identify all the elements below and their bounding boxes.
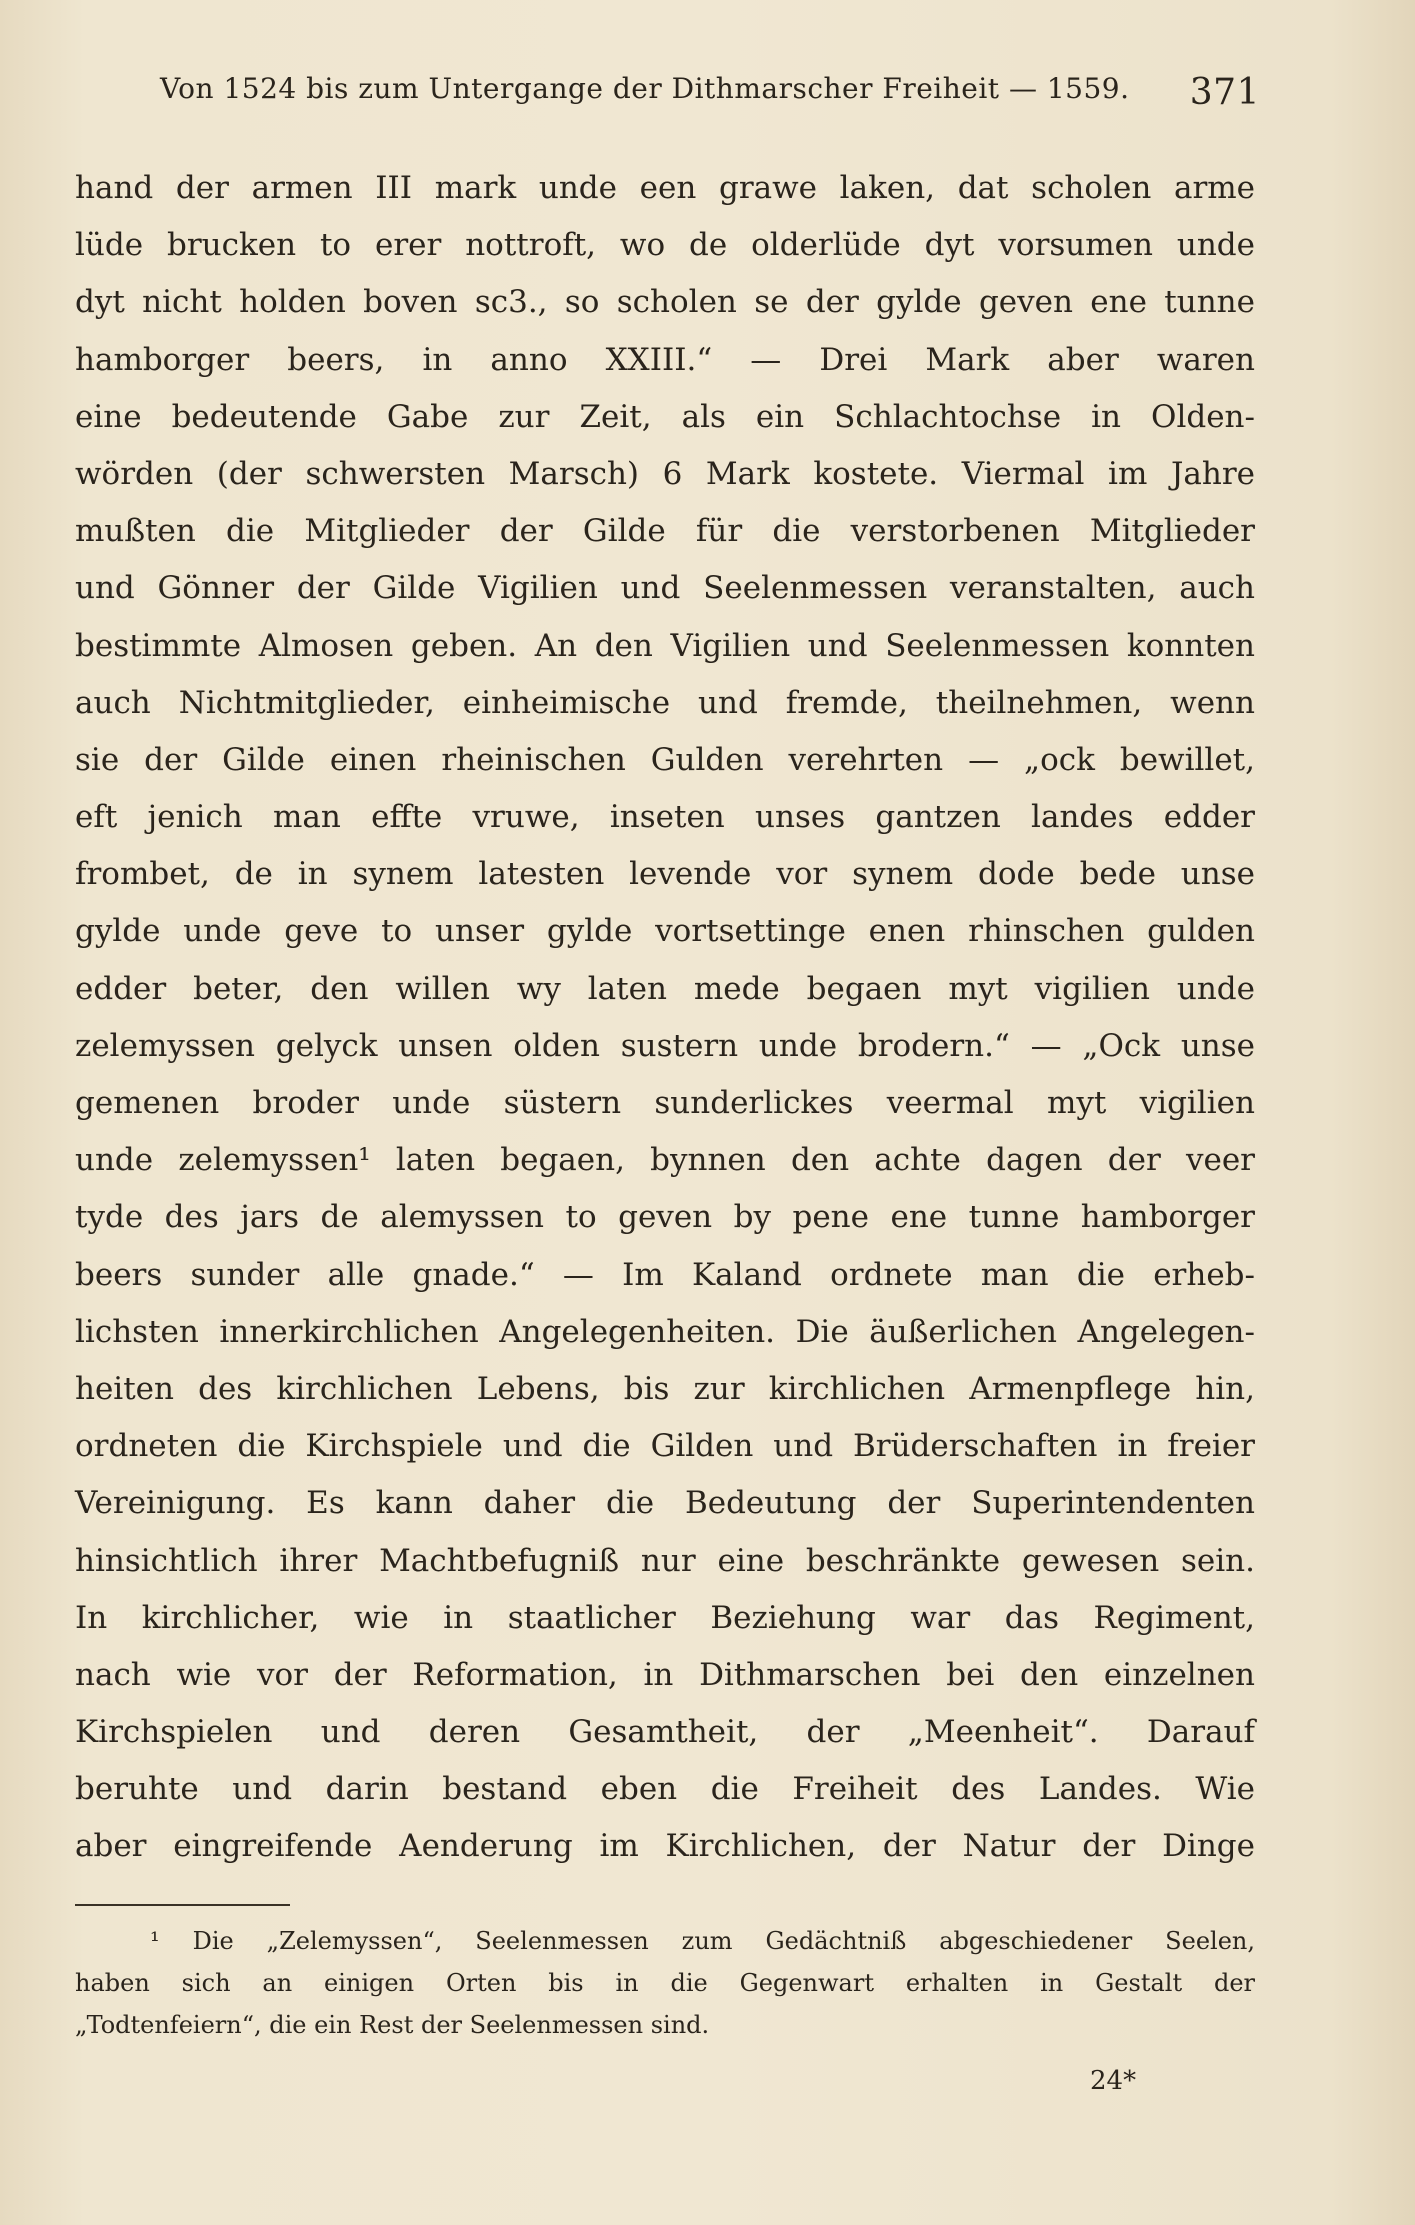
text-line: In kirchlicher, wie in staatlicher Beziehung war das Regiment, <box>75 1599 1255 1636</box>
text-line: aber eingreifende Aenderung im Kirchlichen, der Natur der Dinge <box>75 1828 1255 1865</box>
text-line: gylde unde geve to unser gylde vortsettinge enen rhinschen gulden <box>75 913 1255 950</box>
text-line: hand der armen III mark unde een grawe laken, dat scholen arme <box>75 170 1255 206</box>
footnote-line: haben sich an einigen Orten bis in die Gegenwart erhalten in Gestalt der <box>75 1969 1255 1997</box>
text-line: Kirchspielen und deren Gesamtheit, der „Meenheit“. Darauf <box>75 1714 1255 1751</box>
main-text-block <box>75 160 1255 1876</box>
text-line: beruhte und darin bestand eben die Freiheit des Landes. Wie <box>75 1771 1255 1808</box>
text-line: edder beter, den willen wy laten mede begaen myt vigilien unde <box>75 970 1255 1007</box>
text-line: nach wie vor der Reformation, in Dithmarschen bei den einzelnen <box>75 1656 1255 1693</box>
text-line: lichsten innerkirchlichen Angelegenheiten. Die äußerlichen Angelegen- <box>75 1313 1255 1350</box>
footnote-line: „Todtenfeiern“, die ein Rest der Seelenmessen sind. <box>75 2011 710 2039</box>
text-line: unde zelemyssen¹ laten begaen, bynnen den achte dagen der veer <box>75 1142 1255 1179</box>
text-line: gemenen broder unde süstern sunderlickes veermal myt vigilien <box>75 1085 1255 1121</box>
text-line: eine bedeutende Gabe zur Zeit, als ein Schlachtochse in Olden- <box>75 398 1255 435</box>
text-line: hinsichtlich ihrer Machtbefugniß nur eine beschränkte gewesen sein. <box>75 1542 1255 1579</box>
running-title: Von 1524 bis zum Untergange der Dithmarscher Freiheit — 1559. <box>160 72 1130 105</box>
running-header <box>160 72 1260 113</box>
text-line: Vereinigung. Es kann daher die Bedeutung der Superintendenten <box>75 1485 1255 1522</box>
text-line: ordneten die Kirchspiele und die Gilden und Brüderschaften in freier <box>75 1428 1255 1465</box>
text-line: heiten des kirchlichen Lebens, bis zur kirchlichen Armenpflege hin, <box>75 1370 1255 1407</box>
text-line: wörden (der schwersten Marsch) 6 Mark kostete. Viermal im Jahre <box>75 455 1255 492</box>
text-line: zelemyssen gelyck unsen olden sustern unde brodern.“ — „Ock unse <box>75 1027 1255 1064</box>
text-line: dyt nicht holden boven sc3., so scholen se der gylde geven ene tunne <box>75 284 1255 321</box>
text-line: bestimmte Almosen geben. An den Vigilien und Seelenmessen konnten <box>75 627 1255 664</box>
text-line: mußten die Mitglieder der Gilde für die verstorbenen Mitglieder <box>75 513 1255 550</box>
footnote-block <box>75 1920 1255 2046</box>
text-line: frombet, de in synem latesten levende vor synem dode bede unse <box>75 856 1255 893</box>
text-line: sie der Gilde einen rheinischen Gulden verehrten — „ock bewillet, <box>75 741 1255 778</box>
text-line: tyde des jars de alemyssen to geven by pene ene tunne hamborger <box>75 1199 1255 1236</box>
text-line: hamborger beers, in anno XXIII.“ — Drei Mark aber waren <box>75 341 1255 378</box>
text-line: lüde brucken to erer nottroft, wo de olderlüde dyt vorsumen unde <box>75 227 1255 264</box>
text-line: auch Nichtmitglieder, einheimische und fremde, theilnehmen, wenn <box>75 684 1255 721</box>
page-number: 371 <box>1189 72 1260 113</box>
text-line: beers sunder alle gnade.“ — Im Kaland ordnete man die erheb- <box>75 1256 1255 1293</box>
footnote-divider <box>75 1904 290 1906</box>
text-line: eft jenich man effte vruwe, inseten unses gantzen landes edder <box>75 799 1255 836</box>
printer-signature-mark: 24* <box>1090 2066 1137 2096</box>
text-line: und Gönner der Gilde Vigilien und Seelenmessen veranstalten, auch <box>75 570 1255 607</box>
footnote-line: ¹ Die „Zelemyssen“, Seelenmessen zum Gedächtniß abgeschiedener Seelen, <box>150 1927 1255 1955</box>
